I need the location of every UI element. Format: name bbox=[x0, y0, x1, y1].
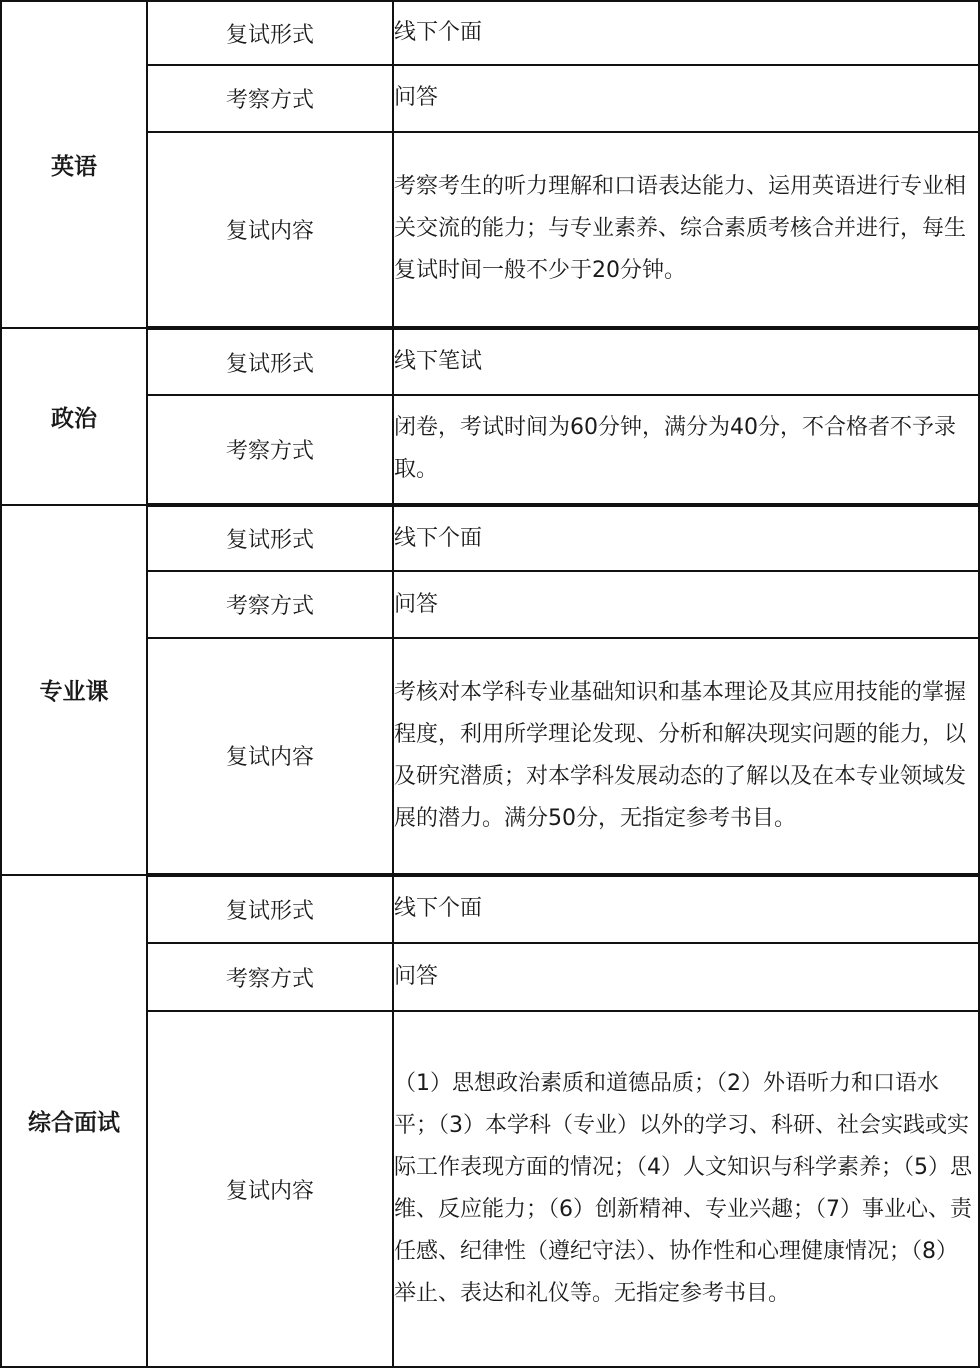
row-label-content: 复试内容 bbox=[147, 132, 393, 329]
row-value-form: 线下个面 bbox=[393, 1, 979, 65]
row-value-form: 线下笔试 bbox=[393, 328, 979, 394]
subject-comprehensive-interview: 综合面试 bbox=[1, 875, 147, 1367]
table-row bbox=[1, 328, 979, 394]
row-value-method: 问答 bbox=[393, 65, 979, 131]
row-value-content: （1）思想政治素质和道德品质；（2）外语听力和口语水平；（3）本学科（专业）以外的学习、科研、社会实践或实际工作表现方面的情况；（4）人文知识与科学素养；（5）思维、反应能力；（6）创新精神、专业兴趣；（7）事业心、责任感、纪律性（遵纪守法）、协作性和心理健康情况；（8）举止、表达和礼仪等。无指定参考书目。 bbox=[393, 1011, 979, 1367]
row-value-content: 考核对本学科专业基础知识和基本理论及其应用技能的掌握程度，利用所学理论发现、分析和解决现实问题的能力，以及研究潜质；对本学科发展动态的了解以及在本专业领域发展的潜力。满分50分，无指定参考书目。 bbox=[393, 638, 979, 875]
row-label-method: 考察方式 bbox=[147, 571, 393, 637]
table-row bbox=[1, 505, 979, 571]
row-value-method: 闭卷，考试时间为60分钟，满分为40分，不合格者不予录取。 bbox=[393, 395, 979, 505]
row-label-form: 复试形式 bbox=[147, 328, 393, 394]
table-row bbox=[1, 943, 979, 1011]
table-row bbox=[1, 395, 979, 505]
table-row bbox=[1, 1, 979, 65]
table-row bbox=[1, 638, 979, 875]
table-row bbox=[1, 571, 979, 637]
row-value-form: 线下个面 bbox=[393, 875, 979, 943]
table-row bbox=[1, 1011, 979, 1367]
row-value-form: 线下个面 bbox=[393, 505, 979, 571]
row-value-content: 考察考生的听力理解和口语表达能力、运用英语进行专业相关交流的能力；与专业素养、综合素质考核合并进行，每生复试时间一般不少于20分钟。 bbox=[393, 132, 979, 329]
row-label-method: 考察方式 bbox=[147, 943, 393, 1011]
row-label-method: 考察方式 bbox=[147, 395, 393, 505]
row-value-method: 问答 bbox=[393, 571, 979, 637]
row-label-content: 复试内容 bbox=[147, 638, 393, 875]
subject-major-course: 专业课 bbox=[1, 505, 147, 875]
subject-politics: 政治 bbox=[1, 328, 147, 505]
table-row bbox=[1, 875, 979, 943]
table-row bbox=[1, 132, 979, 329]
row-label-form: 复试形式 bbox=[147, 1, 393, 65]
row-label-form: 复试形式 bbox=[147, 505, 393, 571]
row-label-content: 复试内容 bbox=[147, 1011, 393, 1367]
subject-english: 英语 bbox=[1, 1, 147, 328]
row-label-method: 考察方式 bbox=[147, 65, 393, 131]
table-row bbox=[1, 65, 979, 131]
row-value-method: 问答 bbox=[393, 943, 979, 1011]
row-label-form: 复试形式 bbox=[147, 875, 393, 943]
